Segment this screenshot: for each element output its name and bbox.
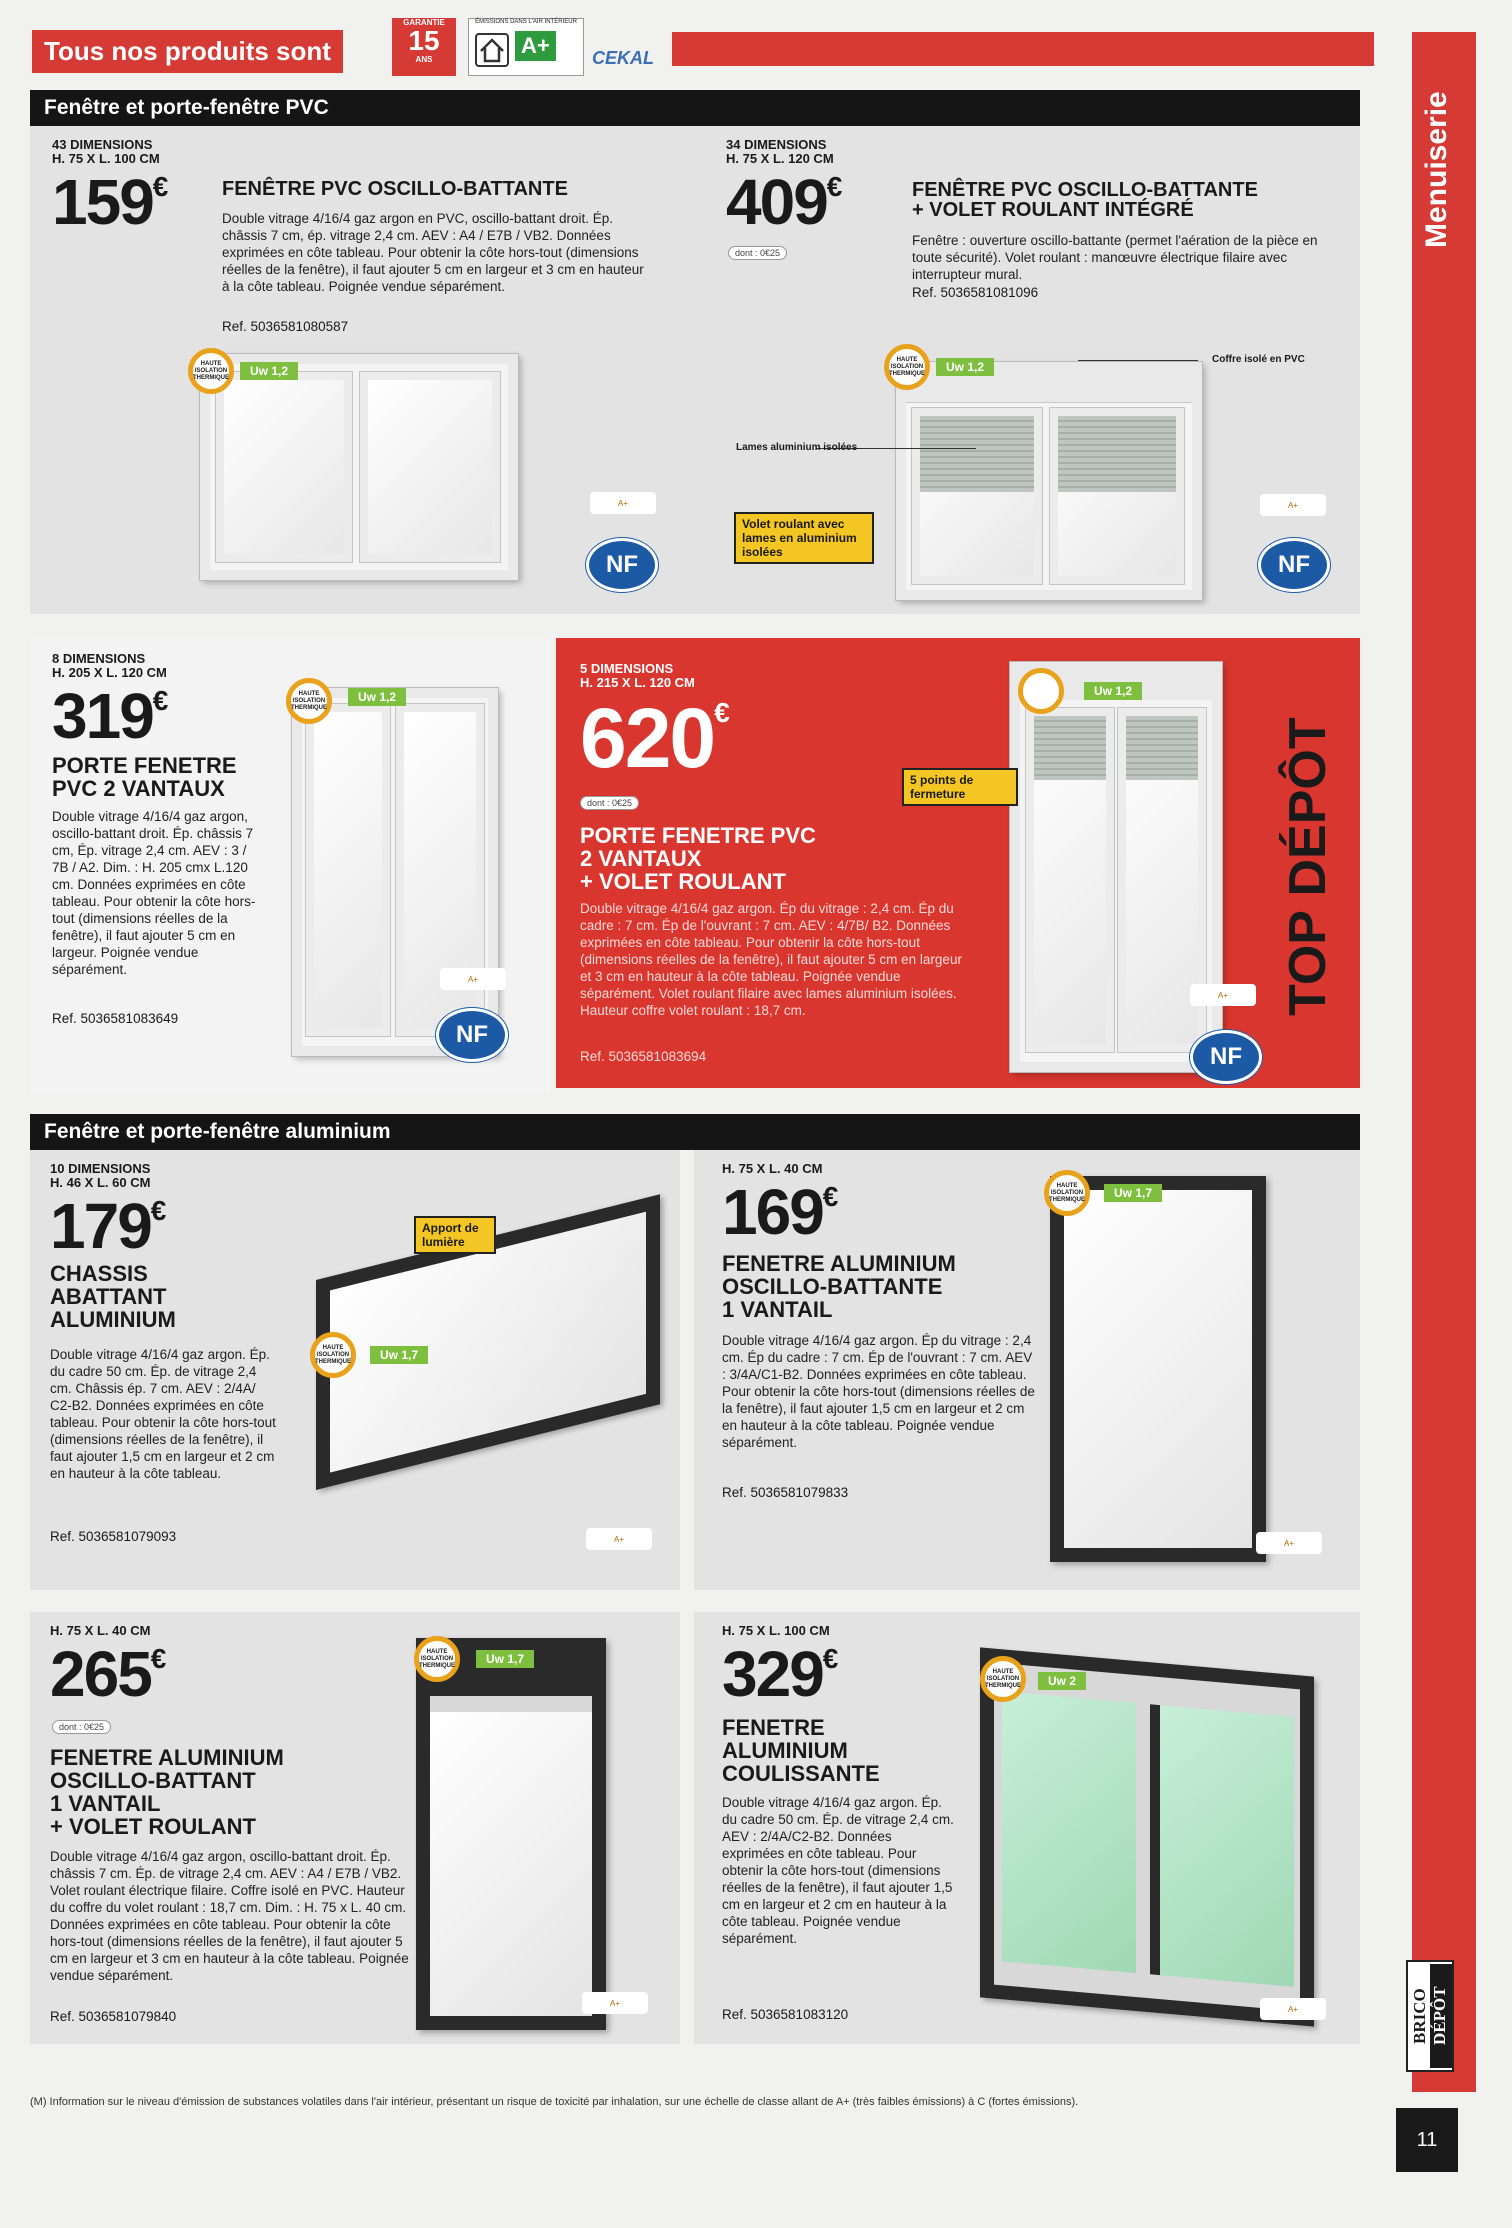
- product-price: [52, 166, 167, 238]
- insulation-seal-icon: HAUTE ISOLATION THERMIQUE: [188, 348, 234, 394]
- price-value: 179: [50, 1190, 151, 1262]
- product-dims: 34 DIMENSIONS: [726, 137, 827, 152]
- insulation-seal-icon: HAUTE ISOLATION THERMIQUE: [286, 678, 332, 724]
- eco-participation: dont : 0€25: [580, 796, 639, 810]
- product-card: [30, 1150, 680, 1590]
- title-line: COULISSANTE: [722, 1761, 880, 1786]
- air-badge-icon: A+: [590, 492, 656, 514]
- product-title: [722, 1252, 956, 1321]
- nf-logo-icon: NF: [1190, 1030, 1262, 1084]
- guarantee-label: GARANTIE: [403, 18, 445, 27]
- window-glass: [1002, 1691, 1136, 1973]
- title-line: + VOLET ROULANT: [50, 1814, 256, 1839]
- shutter-slats: [920, 416, 1034, 492]
- product-description: Double vitrage 4/16/4 gaz argon, oscillo-battant droit. Ép. châssis 7 cm. Ép. de vitrage 2,4 cm. AEV : A4 / E7B / VB2. Volet roulant électrique filaire. Coffre isolé en PVC. Hauteur du coffre du volet roulant : 18,7 cm. Dim. : H. 75 x L. 40 cm. Données exprimées en côte tableau. Pour obtenir la côte hors-tout (dimensions réelles de la fenêtre), il faut ajouter 5 cm en largeur et 3 cm en hauteur à la côte tableau. Poignée vendue séparément.: [50, 1849, 409, 1983]
- insulation-seal-icon: HAUTE ISOLATION THERMIQUE: [414, 1636, 460, 1682]
- header-slogan: Tous nos produits sont: [32, 30, 343, 73]
- title-line: CHASSIS: [50, 1261, 148, 1286]
- insulation-seal-icon: HAUTE ISOLATION THERMIQUE: [980, 1656, 1026, 1702]
- title-line: 1 VANTAIL: [50, 1791, 161, 1816]
- product-price: [726, 166, 841, 238]
- callout-fermeture: 5 points de fermeture: [902, 768, 1018, 806]
- nf-logo-icon: NF: [1258, 538, 1330, 592]
- product-image: [416, 1638, 606, 2030]
- eco-participation: dont : 0€25: [52, 1720, 111, 1734]
- window-sash: [306, 704, 390, 1036]
- product-title: [912, 180, 1258, 220]
- product-size: H. 75 X L. 100 CM: [52, 151, 160, 166]
- product-description: Double vitrage 4/16/4 gaz argon. Ép du vitrage : 2,4 cm. Ép du cadre : 7 cm. Ép de l'ouvrant : 7 cm. AEV : 4/7B/ B2. Données exprimées en côte tableau. Pour obtenir la côte hors-tout (dimensions réelles de la fenêtre), il faut ajouter 5 cm en largeur et 3 cm en hauteur à la côte tableau. Poignée vendue séparément. Volet roulant filaire avec lames aluminium isolées. Hauteur coffre volet roulant : 18,7 cm.: [580, 901, 962, 1018]
- product-size: H. 75 X L. 120 CM: [726, 151, 834, 166]
- product-title: [722, 1716, 880, 1785]
- price-value: 265: [50, 1638, 151, 1710]
- product-dims: 10 DIMENSIONS: [50, 1161, 151, 1176]
- price-value: 159: [52, 166, 153, 238]
- product-description: Double vitrage 4/16/4 gaz argon. Ép. du cadre 50 cm. Ép. de vitrage 2,4 cm. Châssis ép. 7 cm. AEV : 2/4A/ C2-B2. Données exprimées en côte tableau. Pour obtenir la côte hors-tout (dimensions réelles de la fenêtre), il faut ajouter 1,5 cm en largeur et 2 cm en hauteur à la côte tableau.: [50, 1347, 276, 1481]
- product-ref: Ref. 5036581080587: [222, 319, 349, 334]
- air-quality-class: A+: [515, 31, 556, 61]
- title-line: ALUMINIUM: [50, 1307, 176, 1332]
- label-coffre: Coffre isolé en PVC: [1212, 354, 1305, 365]
- insulation-seal-icon: HAUTE ISOLATION THERMIQUE: [310, 1332, 356, 1378]
- top-depot-label: TOP DÉPÔT: [1279, 717, 1337, 1017]
- insulation-seal-icon: HAUTE ISOLATION THERMIQUE: [884, 344, 930, 390]
- title-line: FENETRE ALUMINIUM: [50, 1745, 284, 1770]
- product-description: Double vitrage 4/16/4 gaz argon. Ép. du cadre 50 cm. Ép. de vitrage 2,4 cm. AEV : 2/4A/C2-B2. Données exprimées en côte tableau. Pour obtenir la côte hors-tout (dimensions réelles de la fenêtre), il faut ajouter 1,5 cm en largeur et 2 cm en hauteur à la côte tableau. Poignée vendue séparément.: [722, 1795, 954, 1946]
- eco-participation: dont : 0€25: [728, 246, 787, 260]
- product-price: [722, 1176, 837, 1248]
- price-value: 620: [580, 691, 715, 785]
- title-line: OSCILLO-BATTANTE: [722, 1274, 943, 1299]
- product-size: H. 75 X L. 40 CM: [722, 1161, 823, 1176]
- window-glass: [1064, 1190, 1252, 1548]
- shutter-slats: [1126, 716, 1198, 780]
- price-currency: €: [714, 697, 728, 728]
- window-glass: [1150, 1704, 1294, 1987]
- product-size: H. 46 X L. 60 CM: [50, 1175, 151, 1190]
- air-badge-icon: A+: [582, 1992, 648, 2014]
- house-icon: [475, 33, 509, 67]
- product-description: Double vitrage 4/16/4 gaz argon en PVC, oscillo-battant droit. Ép. châssis 7 cm, ép. vitrage 2,4 cm. AEV : A4 / E7B / VB2. Données exprimées en côte tableau. Pour obtenir la côte hors-tout (dimensions réelles de la fenêtre), il faut ajouter 5 cm en largeur et 3 cm en hauteur à la côte tableau. Poignée vendue séparément.: [222, 211, 644, 294]
- price-value: 329: [722, 1638, 823, 1710]
- product-card: [694, 1150, 1360, 1590]
- window-sash: [1026, 708, 1114, 1052]
- product-price: [52, 680, 167, 752]
- product-ref: Ref. 5036581081096: [912, 285, 1039, 300]
- price-currency: €: [152, 685, 167, 716]
- product-title: [50, 1746, 284, 1838]
- air-quality-badge: [468, 18, 584, 76]
- nf-logo-icon: NF: [586, 538, 658, 592]
- window-sash: [360, 372, 500, 562]
- title-line: + VOLET ROULANT: [580, 869, 786, 894]
- window-sash: [1050, 408, 1184, 584]
- title-line: FENETRE ALUMINIUM: [722, 1251, 956, 1276]
- product-ref: Ref. 5036581083649: [52, 1011, 179, 1026]
- product-title: FENÊTRE PVC OSCILLO-BATTANTE: [222, 178, 568, 200]
- product-price: [722, 1638, 837, 1710]
- uw-badge: Uw 1,7: [476, 1650, 534, 1668]
- uw-badge: Uw 1,7: [370, 1346, 428, 1364]
- price-currency: €: [152, 171, 167, 202]
- uw-badge: Uw 1,2: [1084, 682, 1142, 700]
- title-line: FENÊTRE PVC OSCILLO-BATTANTE: [912, 179, 1258, 201]
- brand-bottom: DÉPÔT: [1430, 1964, 1452, 2068]
- section-title-pvc: Fenêtre et porte-fenêtre PVC: [30, 90, 1360, 126]
- shutter-box: [906, 372, 1192, 403]
- section-title-alu: Fenêtre et porte-fenêtre aluminium: [30, 1114, 1360, 1150]
- air-badge-icon: A+: [1260, 494, 1326, 516]
- product-title: [52, 754, 237, 800]
- title-line: OSCILLO-BATTANT: [50, 1768, 256, 1793]
- title-line: + VOLET ROULANT INTÉGRÉ: [912, 199, 1194, 221]
- insulation-seal-icon: HAUTE ISOLATION THERMIQUE: [1044, 1170, 1090, 1216]
- air-quality-label: ÉMISSIONS DANS L'AIR INTÉRIEUR: [475, 19, 577, 25]
- title-line: ABATTANT: [50, 1284, 167, 1309]
- product-card-top: [556, 638, 1360, 1088]
- callout-volet: Volet roulant avec lames en aluminium isolées: [734, 512, 874, 564]
- guarantee-unit: ANS: [415, 55, 433, 64]
- sidebar-category: Menuiserie: [1420, 91, 1453, 249]
- product-ref: Ref. 5036581079840: [50, 2009, 177, 2024]
- product-dims: 8 DIMENSIONS: [52, 651, 146, 666]
- title-line: ALUMINIUM: [722, 1738, 848, 1763]
- header-red-band: [672, 32, 1374, 66]
- product-title: [580, 824, 816, 893]
- product-dims: 43 DIMENSIONS: [52, 137, 153, 152]
- shutter-slats: [1034, 716, 1106, 780]
- product-card: [30, 126, 698, 614]
- product-price: [50, 1190, 165, 1262]
- uw-badge: Uw 2: [1038, 1672, 1086, 1690]
- product-size: H. 205 X L. 120 CM: [52, 665, 167, 680]
- product-dims: 5 DIMENSIONS: [580, 661, 674, 676]
- product-ref: Ref. 5036581079833: [722, 1485, 849, 1500]
- uw-badge: Uw 1,2: [240, 362, 298, 380]
- shutter-slats: [1058, 416, 1176, 492]
- air-badge-icon: A+: [1190, 984, 1256, 1006]
- product-size: H. 215 X L. 120 CM: [580, 675, 695, 690]
- product-ref: Ref. 5036581079093: [50, 1529, 177, 1544]
- price-currency: €: [822, 1181, 837, 1212]
- air-badge-icon: A+: [586, 1528, 652, 1550]
- window-sash: [912, 408, 1042, 584]
- title-line: 1 VANTAIL: [722, 1297, 833, 1322]
- air-badge-icon: A+: [1256, 1532, 1322, 1554]
- price-value: 409: [726, 166, 827, 238]
- product-image: [292, 688, 498, 1056]
- product-image: [1050, 1176, 1266, 1562]
- guarantee-badge: [392, 18, 456, 76]
- product-description: Double vitrage 4/16/4 gaz argon. Ép du vitrage : 2,4 cm. Ép du cadre : 7 cm. Ép de l'ouvrant : 7 cm. AEV : 3/4A/C1-B2. Données exprimées en côte tableau. Pour obtenir la côte hors-tout (dimensions réelles de la fenêtre), il faut ajouter 1,5 cm en largeur et 2 cm en hauteur à la côte tableau. Poignée vendue séparément.: [722, 1333, 1035, 1450]
- product-price: [580, 691, 728, 785]
- product-card: [694, 1612, 1360, 2044]
- sidebar: [1412, 32, 1476, 2092]
- callout-lumiere: Apport de lumière: [414, 1216, 496, 1254]
- product-ref: Ref. 5036581083694: [580, 1049, 707, 1064]
- cekal-logo: CEKAL: [592, 48, 654, 68]
- product-description: Double vitrage 4/16/4 gaz argon, oscillo-battant droit. Ép. châssis 7 cm, Ép. vitrage 2,4 cm. AEV : 3 / 7B / A2. Dim. : H. 205 cmx L.120 cm. Données exprimées en côte tableau. Pour obtenir la côte hors-tout (dimensions réelles de la fenêtre), il faut ajouter 5 cm en largeur. Poignée vendue séparément.: [52, 809, 256, 977]
- page-number: 11: [1396, 2108, 1458, 2172]
- product-price: [50, 1638, 165, 1710]
- product-card: [30, 638, 550, 1094]
- guarantee-years: 15: [408, 25, 440, 56]
- product-ref: Ref. 5036581083120: [722, 2007, 849, 2022]
- title-line: PORTE FENETRE: [52, 753, 237, 778]
- leader-line: [1078, 360, 1198, 361]
- price-currency: €: [150, 1195, 165, 1226]
- price-currency: €: [150, 1643, 165, 1674]
- nf-logo-icon: NF: [436, 1008, 508, 1062]
- product-image: [896, 362, 1202, 600]
- label-lames: Lames aluminium isolées: [736, 442, 858, 453]
- product-image: [980, 1647, 1314, 2026]
- brand-top: BRICO: [1410, 1988, 1429, 2044]
- insulation-seal-icon: HAUTE ISOLATION THERMIQUE: [1018, 668, 1064, 714]
- title-line: PVC 2 VANTAUX: [52, 776, 225, 801]
- product-card: [698, 126, 1360, 614]
- uw-badge: Uw 1,2: [348, 688, 406, 706]
- brand-logo: [1406, 1960, 1454, 2072]
- product-size: H. 75 X L. 40 CM: [50, 1623, 151, 1638]
- price-currency: €: [826, 171, 841, 202]
- product-title: [50, 1262, 176, 1331]
- title-line: FENETRE: [722, 1715, 825, 1740]
- product-card: [30, 1612, 680, 2044]
- product-size: H. 75 X L. 100 CM: [722, 1623, 830, 1638]
- footnote: (M) Information sur le niveau d'émission de substances volatiles dans l'air intérieur, présentant un risque de toxicité par inhalation, sur une échelle de classe allant de A+ (très faibles émissions) à C (fortes émissions).: [30, 2096, 1079, 2108]
- air-badge-icon: A+: [1260, 1998, 1326, 2020]
- window-sash: [216, 372, 352, 562]
- title-line: 2 VANTAUX: [580, 846, 702, 871]
- product-image: [200, 354, 518, 580]
- price-value: 169: [722, 1176, 823, 1248]
- air-badge-icon: A+: [440, 968, 506, 990]
- price-value: 319: [52, 680, 153, 752]
- price-currency: €: [822, 1643, 837, 1674]
- uw-badge: Uw 1,7: [1104, 1184, 1162, 1202]
- product-image: [1010, 662, 1222, 1072]
- uw-badge: Uw 1,2: [936, 358, 994, 376]
- product-description: Fenêtre : ouverture oscillo-battante (permet l'aération de la pièce en toute sécurité). Volet roulant : manœuvre électrique filaire avec interrupteur mural.: [912, 233, 1318, 282]
- title-line: PORTE FENETRE PVC: [580, 823, 816, 848]
- window-glass: [430, 1712, 592, 2016]
